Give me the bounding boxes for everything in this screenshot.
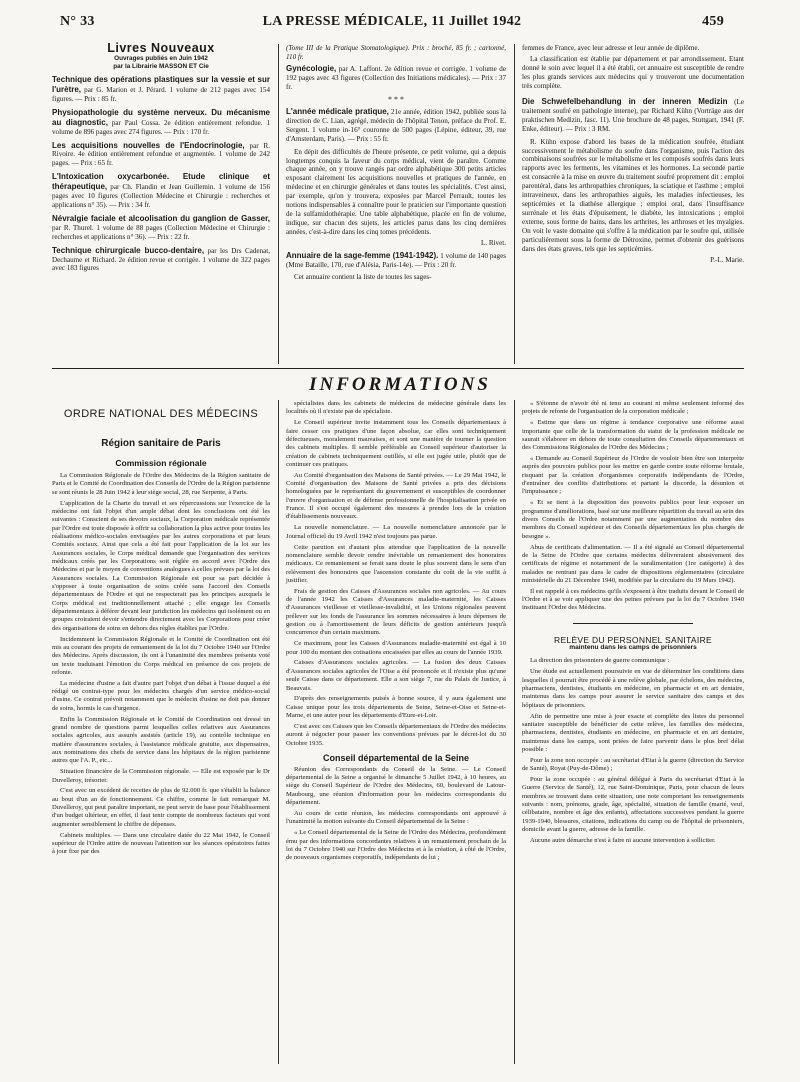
- paragraph: Pour la zone non occupée : au secrétariat d'Etat à la guerre (direction du Service de Santé), Royat (Puy-de-Dôme) ;: [522, 756, 744, 773]
- book-entry-sage-femme: [286, 251, 506, 270]
- book-review: En dépit des difficultés de l'heure présente, ce petit volume, qui a depuis longtemps conquis la faveur du corps médical, vient de paraître. Comme chaque année, on y trouve rangés par ordre alphabétique 300 petits articles exposant clairement les acquisitions nouvelles et pratiques de l'année, en médecine et en chirurgie générales et dans toutes les spécialités. C'est ainsi, par exemple, qu'on y trouvera, exposées par Marcel Perrault, toutes les notions indispensables à connaître pour le praticien sur l'importante question de la sulfamidothérapie. Une table alphabétique, placée en fin de volume, indique, sur chacun des sujets, les articles parus dans les cinq dernières années, c'est-à-dire dans les cinq tomes précédents.: [286, 147, 506, 236]
- book-title: Annuaire de la sage-femme (1941-1942).: [286, 250, 439, 260]
- issue-number: N° 33: [60, 14, 95, 29]
- book-title: Die Schwefelbehandlung in der inneren Medizin: [522, 97, 728, 107]
- books-column-3: [522, 44, 744, 267]
- informations-column-1: [52, 410, 270, 859]
- book-review: R. Kühn expose d'abord les bases de la médication soufrée, étudiant successivement le métabolisme du soufre dans l'organisme, puis l'action des combinaisons soufrées sur le métabolisme et les composés soufrés dans leurs rapports avec les ferments, les vitamines et les hormones. La seconde partie est consacrée à la mise en œuvre du traitement soufré proprement dit : emploi parentéral, dans les arthropathies chroniques, la sciatique et l'asthme ; emploi intraveineux, dans les arthropathies aiguës, les maladies infectieuses, les septicémies et la diathèse allergique ; emploi oral, dans l'insuffisance surrénale et les états d'épuisement, le diabète, les intoxications ; emploi externe, sous forme de bains, dans les arthrites, les arthroses et les myalgies. On voit le vaste domaine qui s'offre à la médication par le soufre qui, utilisée particulièrement sous la forme de Détroxine, permet d'obtenir des guérisons dans des états graves, tels que les septicémies.: [522, 137, 744, 253]
- paragraph: Cabinets multiples. — Dans une circulaire datée du 22 Mai 1942, le Conseil supérieur de l'Ordre attire de nouveau l'attention sur les séances opératoires faites à jour fixe par des: [52, 831, 270, 856]
- commission-text: [52, 472, 270, 857]
- paragraph: « Et se tient à la disposition des pouvoirs publics pour leur exposer un programme d'améliorations, basé sur une meilleure répartition du travail au sein des divers Conseils de l'Ordre notamment par une augmentation du nombre des membres du Conseil supérieur et des Conseils départementaux les plus chargés de besogne ».: [522, 499, 744, 540]
- informations-column-2: [286, 400, 506, 865]
- paragraph: La nouvelle nomenclature. — La nouvelle nomenclature annoncée par le Journal officiel du 19 Avril 1942 n'est toujours pas parue.: [286, 524, 506, 540]
- book-title: Névralgie faciale et alcoolisation du ganglion de Gasser,: [52, 213, 270, 223]
- book-title: Technique des opérations plastiques sur la vessie et sur l'urètre,: [52, 75, 270, 94]
- paragraph: Le Conseil supérieur invite instamment tous les Conseils départementaux à faire cesser ces pratiques d'une façon absolue, car elles sont techniquement défectueuses, moralement mauvaises, et sont une manière de tourner la question des cabinets multiples. Il semble préférable au Conseil supérieur d'autoriser la création de cabinets techniquement outillés, si elle est jugée utile, plutôt que de continuer ces pratiques.: [286, 419, 506, 468]
- book-details: par G. Marion et J. Pérard. 1 volume de 212 pages avec 154 figures. — Prix : 85 fr.: [52, 86, 270, 103]
- journal-title: LA PRESSE MÉDICALE, 11 Juillet 1942: [262, 14, 522, 29]
- paragraph: « Le Conseil départemental de la Seine de l'Ordre des Médecins, profondément ému par des informations concordantes relatives à un remaniement prochain de la loi du 7 Octobre 1940 sur l'Ordre des Médecins et à la création, à côté de l'Ordre, de nouveaux organismes corporatifs, indépendants de lui ;: [286, 829, 506, 862]
- paragraph: Frais de gestion des Caisses d'Assurances sociales non agricoles. — Au cours de l'année 1942 les Caisses d'Assurances maladie-maternité, les Caisses d'Assurances vieillesse et vieillesse-invalidité, et les Unions régionales peuvent prélever sur les fonds de l'assurance les sommes nécessaires à leurs dépenses de gestion ou à l'amortissement de leurs déficits de gestion antérieurs jusqu'à concurrence d'un certain maximum.: [286, 587, 506, 637]
- page-header: [60, 14, 724, 32]
- book-review: Cet annuaire contient la liste de toutes les sages-: [294, 273, 432, 282]
- page-number: 459: [702, 14, 724, 29]
- column-divider: [278, 44, 279, 364]
- book-entry-gynecologie: [286, 64, 506, 92]
- region-heading: Région sanitaire de Paris: [101, 438, 221, 450]
- paragraph: Une étude est actuellement poursuivie en vue de déterminer les conditions dans lesquelles il pourrait être procédé à une relève globale, par échelons, des médecins, pharmaciens, dentistes, étudiants en médecine, en pharmacie et en art dentaire, maintenus dans les camps pour assurer le service sanitaire des camps et des hôpitaux de prisonniers.: [522, 668, 744, 709]
- book-details: par A. Laffont. 2e édition revue et corrigée. 1 volume de 192 pages avec 43 figures (Collection des Initiations médicales). — Prix : 37 fr.: [286, 65, 506, 92]
- conseil-text: [286, 766, 506, 863]
- paragraph: C'est avec ces Caisses que les Conseils départementaux de l'Ordre des médecins auront à négocier pour passer les conventions prévues par le décret-loi du 30 Octobre 1935.: [286, 722, 506, 747]
- technique-continued: (Tome III de la Pratique Stomatologique). Prix : broché, 85 fr. ; cartonné, 110 fr.: [286, 44, 506, 61]
- paragraph: Réunion des Correspondants du Conseil de la Seine. — Le Conseil départemental de la Seine a organisé le dimanche 5 Juillet 1942, à 10 heures, au siège du Conseil Supérieur de l'Ordre des Médecins, 60, boulevard de Latour-Maubourg, une réunion d'information pour les médecins correspondants du département.: [286, 765, 506, 807]
- paragraph: Enfin la Commission Régionale et le Comité de Coordination ont dressé un grand nombre de questions parmi lesquelles celles relatives aux Assurances sociales agricoles, aux assurés assistés (article 19), au contrôle technique en matière d'assurances sociales, à l'assistance médicale gratuite, aux dispensaires, aux nominations des chefs de service dans les hôpitaux de la région parisienne autres que l'A. P., etc...: [52, 715, 270, 765]
- book-list: [52, 75, 270, 273]
- paragraph: Caisses d'Assurances sociales agricoles. — La fusion des deux Caisses d'Assurances sociales agricoles de l'Oise a été prononcée et il n'existe plus qu'une seule Caisse dans ce département. Elle a son siège 7, rue du Palais de Justice, à Beauvais.: [286, 659, 506, 692]
- book-title: Technique chirurgicale bucco-dentaire,: [52, 245, 205, 255]
- paragraph: spécialistes dans les cabinets de médecins de médecine générale dans les localités où il n'existe pas de spécialiste.: [286, 400, 506, 416]
- releve-text: [522, 657, 744, 845]
- book-entry: [52, 172, 270, 210]
- book-entry: [52, 141, 270, 169]
- paragraph: Il est rappelé à ces médecins qu'ils s'exposent à être traduits devant le Conseil de l'Ordre et à se voir appliquer une des peines prévues par la loi du 7 Octobre 1940 instituant l'Ordre des Médecins.: [522, 587, 744, 612]
- paragraph: L'application de la Charte du travail et ses répercussions sur l'exercice de la médecine ont fait l'objet d'un ample débat dont les conclusions ont été les suivantes : Conscient de ses devoirs sociaux, la Corporation médicale représentée par l'Ordre est toute disposée à offrir sa collaboration la plus active pour toutes les réalisations médico-sociales envisagées par les autres corporations et par leurs Comités sociaux. Ainsi que cela a été fait pour l'application de la loi sur les Assurances sociales, le Corps médical demande que l'organisation des services médicaux créés par les Corporations soit réglée en accord avec l'Ordre des Médecins et par le moyen de conventions analogues à celles prévues par la loi des Assurances sociales. La Commission Régionale est pour sa part décidée à s'opposer à toute organisation de soins créée sans l'accord des Conseils départementaux de l'Ordre et qui ne respecterait pas les principes auxquels le Corps médical est traditionnellement attaché ; elle engage les Conseils départementaux à déférer devant leur juridiction les médecins qui isolément ou en groupes croiraient devoir s'entendre directement avec les Corporations pour créer des organisations de soins en dehors des règles établies par l'Ordre.: [52, 499, 270, 632]
- book-details: 21e année, édition 1942, publiée sous la direction de C. Lian, agrégé, médecin de l'hôpital Tenon, préface du Prof. E. Sergent. 1 volume in-16° couronne de 500 pages (Lépine, éditeur, 39, rue d'Amsterdam, Paris). — Prix : 55 fr.: [286, 108, 506, 143]
- book-title: L'Intoxication oxycarbonée. Etude clinique et thérapeutique,: [52, 172, 270, 192]
- livres-subtitle-1: Ouvrages publiés en Juin 1942: [114, 54, 208, 62]
- paragraph: D'après des renseignements puisés à bonne source, il y aura également une Caisse unique pour les trois départements de Seine, Seine-et-Oise et Seine-et-Marne, et une autre pour les départements d'Eure-et-Loir.: [286, 695, 506, 720]
- paragraph: Ce maximum, pour les Caisses d'Assurances maladie-maternité est égal à 10 pour 100 du montant des cotisations encaissées par elles au cours de l'année 1939.: [286, 640, 506, 656]
- book-details: par R. Rivoire. 4e édition entièrement refondue et augmentée. 1 volume de 242 pages. — Prix : 65 fr.: [52, 141, 270, 168]
- book-details: 1 volume de 140 pages (Mme Bataille, 170, rue d'Alésia, Paris-14e). — Prix : 20 fr.: [286, 251, 506, 269]
- book-title: Les acquisitions nouvelles de l'Endocrinologie,: [52, 140, 245, 150]
- separator-asterisks: * * *: [388, 95, 404, 105]
- paragraph: Aucune autre démarche n'est à faire ni aucune intervention à solliciter.: [530, 836, 716, 844]
- book-details: par Paul Cossa. 2e édition entièrement refondue. 1 volume de 896 pages avec 274 figures. — Prix : 170 fr.: [52, 118, 270, 136]
- livres-subtitle-2: par la Librairie MASSON ET Cie: [113, 62, 209, 70]
- paragraph: Au Comité d'organisation des Maisons de Santé privées. — Le 29 Mai 1942, le Comité d'organisation des Maisons de Santé privées a pris des décisions homologuées par le représentant du gouvernement et susceptibles de coordonner l'œuvre d'organisation et de défense professionnelle de l'hospitalisation privée en France. Il s'est occupé également des mesures à prendre lors de la création d'établissements nouveaux.: [286, 471, 506, 521]
- paragraph: La direction des prisonniers de guerre communique :: [530, 657, 670, 665]
- paragraph: Abus de certificats d'alimentation. — Il a été signalé au Conseil départemental de la Seine de l'Ordre que certains médecins délivreraient abusivement des certificats de régime et notamment de la suralimentation (1re catégorie) à des malades ne rentrant pas dans le cadre de dispositions réglementaires (circulaire ministérielle du 21 Décembre 1940, modifiée par la circulaire du 19 Mars 1942).: [522, 543, 744, 584]
- book-details: (Le traitement soufré en pathologie interne), par Richard Kühn (Vorträge aus der praktischen Medizin, fasc. 11). Une brochure de 48 pages, Stuttgart, 1941 (F. Enke, éditeur). — Prix : 3 RM.: [522, 98, 744, 133]
- paragraph: « Estime que dans un régime à tendance corporative une réforme aussi importante que celle de la transformation du statut de la profession médicale ne saurait s'élaborer en dehors de toute consultation des Conseils départementaux et des Commissions Régionales de l'Ordre des Médecins ;: [522, 419, 744, 452]
- column-divider: [514, 44, 515, 364]
- review-signature: P.-L. Marie.: [710, 255, 744, 264]
- book-details: par Ch. Flandin et Jean Guillemin. 1 volume de 156 pages avec 10 figures (Collection Médecine et Chirurgie : recherches et applications n° 35). — Prix : 34 fr.: [52, 183, 270, 209]
- conseil-heading: Conseil départemental de la Seine: [322, 753, 470, 764]
- paragraph: La médecine d'usine a fait d'autre part l'objet d'un débat à l'issue duquel a été rédigé un contrat-type pour les médecins chargés d'un service médico-social d'usine. Ce contrat prévoit notamment que le médecin d'usine ne doit pas donner de soins, hormis le cas d'urgence.: [52, 679, 270, 712]
- book-entry: [52, 75, 270, 104]
- paragraph: Situation financière de la Commission régionale. — Elle est exposée par le Dr Duvelleroy, trésorier.: [52, 768, 270, 784]
- informations-title: INFORMATIONS: [309, 374, 491, 395]
- book-entry: [52, 108, 270, 137]
- paragraph: Incidemment la Commission Régionale et le Comité de Coordination ont été mis au courant des projets de remaniement de la loi du 7 Octobre 1940 sur l'Ordre des Médecins. Après discussion, ils ont à l'unanimité des membres présents voté un texte traduisant l'émotion du Corps médical en présence de ces projets de refonte.: [52, 635, 270, 676]
- paragraph: Cette parution est d'autant plus attendue que l'application de la nouvelle nomenclature semble devoir rendre inévitable un remaniement des honoraires médicaux. Ce remaniement se ferait sans doute le plus souvent dans le sens d'un relèvement des honoraires que l'ascension constante du coût de la vie suffit à justifier.: [286, 543, 506, 584]
- paragraph: « Demande au Conseil Supérieur de l'Ordre de vouloir bien être son interprète auprès des pouvoirs publics pour les mettre en garde contre toute réforme brutale, risquant par la création d'organismes corporatifs indépendants de l'Ordre, d'entraîner des conflits d'attributions et partant la discorde, la désunion et l'impuissance ;: [522, 455, 744, 496]
- book-entry-schwefel: [522, 97, 744, 134]
- book-title: Physiopathologie du système nerveux. Du mécanisme au diagnostic,: [52, 107, 270, 127]
- paragraph: C'est avec un excédent de recettes de plus de 92.000 fr. que s'établit la balance au bout d'un an de fonctionnement. Ce chiffre, comme le fait remarquer M. Duvelleroy, qui peut paraître important, ne peut servir de base pour l'établissement d'un budget ultérieur, en effet, il faut tenir compte de nombreux facteurs qui vont augmenter sensiblement le chiffre de dépenses.: [52, 787, 270, 828]
- section-rule: [52, 368, 744, 369]
- books-column-2: [286, 44, 506, 285]
- paragraph: « S'étonne de n'avoir été ni tenu au courant ni même seulement informé des projets de refonte de l'organisation de la corporation médicale ;: [522, 400, 744, 416]
- review-signature: L. Rivet.: [480, 239, 506, 248]
- livres-column: [52, 41, 270, 277]
- sage-femme-continued: femmes de France, avec leur adresse et leur année de diplôme.: [522, 44, 700, 52]
- ordre-heading: ORDRE NATIONAL DES MÉDECINS: [63, 408, 259, 420]
- releve-subheading: maintenu dans les camps de prisonniers: [569, 644, 697, 652]
- book-title: L'année médicale pratique,: [286, 107, 389, 117]
- releve-heading: RELÈVE DU PERSONNEL SANITAIRE: [554, 634, 712, 645]
- column-divider: [514, 400, 515, 1064]
- livres-title: Livres Nouveaux: [107, 41, 215, 55]
- sage-femme-review: La classification est établie par département et par arrondissement. Etant donné le soin avec lequel il a été établi, cet annuaire est susceptible de rendre les plus grands services aux médecins qui y trouveront une documentation très complète.: [522, 55, 744, 91]
- paragraph: Afin de permettre une mise à jour exacte et complète des listes du personnel sanitaire susceptible de bénéficier de cette relève, les familles des médecins, pharmaciens, dentistes, étudiants en médecine, en pharmacie et en art dentaire, maintenus dans les camps, sont priées de faire parvenir dans le plus bref délai possible :: [522, 712, 744, 753]
- commission-heading: Commission régionale: [115, 457, 207, 468]
- paragraph: La Commission Régionale de l'Ordre des Médecins de la Région sanitaire de Paris et le Comité de Coordination des Conseils de l'Ordre de la Région parisienne se sont réunis le 28 Juin 1942 à leur siège social, 28, rue Serpente, à Paris.: [52, 472, 270, 496]
- informations-column-3: [522, 400, 744, 848]
- book-details: par les Drs Cadenat, Dechaume et Richard. 2e édition revue et corrigée. 1 volume de 322 pages avec 183 figures: [52, 246, 270, 273]
- book-entry: [52, 246, 270, 274]
- book-title: Gynécologie,: [286, 64, 337, 74]
- paragraph: Pour la zone occupée : au général délégué à Paris du secrétariat d'Etat à la Guerre (Service de Santé), 12, rue Saint-Dominique, Paris, pour chacun de leurs membres se trouvant dans cette situation, une note comportant les renseignements suivants : nom, prénoms, grade, âge, spécialité, situation de famille (marié, veuf, célibataire, nombre et âge des enfants), affectations successives pendant la guerre 1939-1940, blessures, citations, indications du camp ou de l'hôpital de prisonniers, domicile avant la guerre, adresse de la famille.: [522, 775, 744, 833]
- paragraph: Au cours de cette réunion, les médecins correspondants ont approuvé à l'unanimité la motion suivante du Conseil départemental de la Seine :: [286, 809, 506, 826]
- book-entry-annee-medicale: [286, 107, 506, 144]
- book-entry: [52, 214, 270, 242]
- ordre-news-text: [286, 400, 506, 748]
- section-rule: [573, 623, 693, 624]
- conseil-text-continued: [522, 400, 744, 613]
- book-details: par R. Thurel. 1 volume de 88 pages (Collection Médecine et Chirurgie : recherches et applications n° 36). — Prix : 22 fr.: [52, 223, 270, 241]
- column-divider: [278, 400, 279, 1064]
